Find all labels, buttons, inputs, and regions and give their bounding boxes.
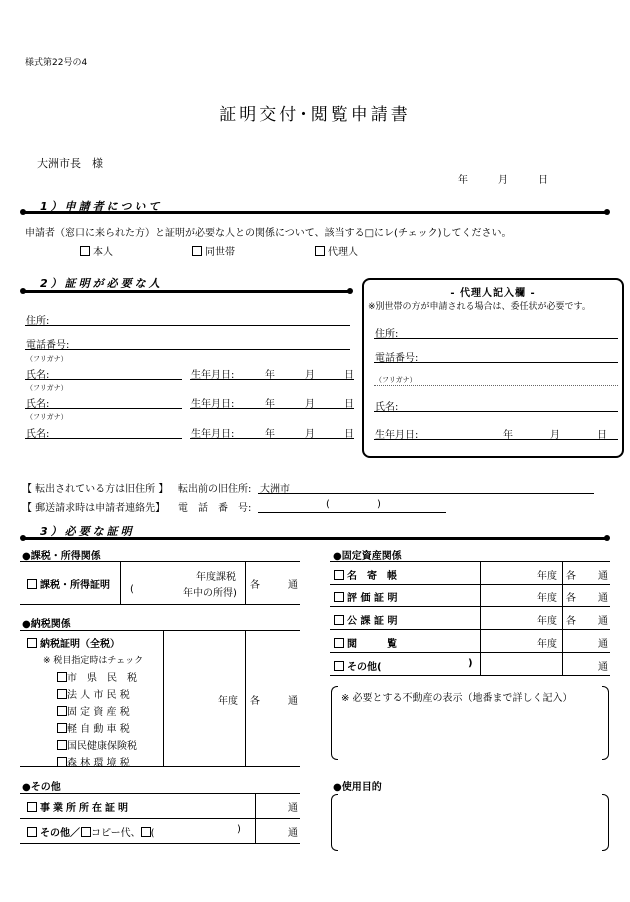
agent-address-field[interactable] [374, 338, 618, 339]
checkbox-icon[interactable] [334, 570, 344, 580]
section2-heading: 2）証明が必要な人 [40, 277, 163, 290]
checkbox-icon[interactable] [334, 661, 344, 671]
name-label: 氏名: [26, 370, 50, 381]
furigana-label: （フリガナ） [26, 413, 68, 421]
divider [20, 630, 300, 631]
year-label[interactable]: 年度 [537, 639, 557, 650]
addressee: 大洲市長 様 [37, 157, 103, 170]
bracket-right [602, 794, 609, 851]
name-field[interactable] [25, 379, 182, 380]
tax-paid-item[interactable]: 納税証明（全税） [27, 635, 120, 650]
purpose-input[interactable] [341, 797, 597, 847]
checkbox-icon[interactable] [192, 246, 202, 256]
tax-income-year[interactable]: 年度課税 [196, 572, 236, 583]
section3-bar [22, 537, 608, 540]
year-label[interactable]: 年度 [537, 571, 557, 582]
address-field[interactable] [25, 325, 350, 326]
checkbox-icon[interactable] [57, 740, 67, 750]
dob-day: 日 [344, 429, 354, 440]
agent-furigana-field[interactable] [374, 385, 618, 386]
property-input[interactable] [341, 704, 597, 756]
fixed-asset-row[interactable]: 名 寄 帳 [334, 567, 397, 582]
bullet-dot [604, 209, 610, 215]
tax-option[interactable]: 森 林 環 境 税 [57, 754, 130, 769]
property-note: ※ 必要とする不動産の表示（地番まで詳しく記入） [341, 693, 573, 704]
dob-label: 生年月日: [191, 370, 235, 381]
divider [562, 561, 563, 675]
fixed-asset-row[interactable]: 閲 覧 [334, 635, 397, 650]
tax-paid-year[interactable]: 年度 [218, 696, 238, 707]
dob-field[interactable] [190, 408, 354, 409]
divider [330, 652, 610, 653]
tax-option[interactable]: 国民健康保険税 [57, 737, 137, 752]
unit-label: 通 [598, 593, 608, 604]
address-label: 住所: [26, 316, 50, 327]
checkbox-icon[interactable] [57, 689, 67, 699]
bracket-right [602, 686, 609, 760]
date-year[interactable]: 年 [458, 175, 468, 186]
unit-label: 通 [598, 662, 608, 673]
date-month[interactable]: 月 [498, 175, 508, 186]
checkbox-icon[interactable] [57, 706, 67, 716]
unit-label: 通 [288, 696, 298, 707]
paren-close: ) [237, 824, 241, 835]
checkbox-icon[interactable] [334, 615, 344, 625]
checkbox-icon[interactable] [334, 638, 344, 648]
agent-dob-day: 日 [597, 430, 607, 441]
tax-option[interactable]: 法 人 市 民 税 [57, 686, 130, 701]
other-row2[interactable]: その他／ コピー代、 ( [27, 824, 155, 839]
divider [330, 584, 610, 585]
dob-label: 生年月日: [191, 399, 235, 410]
checkbox-icon[interactable] [27, 827, 37, 837]
unit-label: 通 [288, 803, 298, 814]
agent-furigana-label: （フリガナ） [375, 376, 417, 384]
fixed-asset-heading: ●固定資産関係 [333, 551, 402, 562]
section1-heading: 1）申請者について [40, 200, 163, 213]
checkbox-icon[interactable] [141, 827, 151, 837]
divider [20, 818, 300, 819]
paren-open: ( [130, 584, 134, 595]
section2-bar [22, 290, 350, 293]
contact-phone-label: 電 話 番 号: [178, 503, 252, 514]
year-label[interactable]: 年度 [537, 593, 557, 604]
furigana-label: （フリガナ） [26, 384, 68, 392]
checkbox-icon[interactable] [27, 638, 37, 648]
bracket-left [331, 686, 338, 760]
paren-close: ) [377, 499, 381, 510]
purpose-heading: ●使用目的 [333, 782, 382, 793]
dob-month: 月 [305, 370, 315, 381]
form-number: 様式第22号の4 [25, 58, 88, 68]
dob-month: 月 [305, 399, 315, 410]
agent-note: ※別世帯の方が申請される場合は、委任状が必要です。 [368, 302, 591, 312]
section3-heading: 3）必要な証明 [40, 525, 135, 538]
divider [20, 604, 300, 605]
dob-year: 年 [265, 429, 275, 440]
option-household[interactable]: 同世帯 [192, 243, 235, 258]
divider [120, 561, 121, 604]
divider [480, 561, 481, 675]
name-label: 氏名: [26, 399, 50, 410]
divider [20, 561, 300, 562]
tax-option[interactable]: 軽 自 動 車 税 [57, 720, 130, 735]
tax-income-item[interactable]: 課税・所得証明 [27, 576, 110, 591]
dob-label: 生年月日: [191, 429, 235, 440]
checkbox-icon[interactable] [81, 827, 91, 837]
bullet-dot [604, 535, 610, 541]
divider [20, 843, 300, 844]
agent-dob-month: 月 [550, 430, 560, 441]
option-agent[interactable]: 代理人 [315, 243, 358, 258]
unit-label: 通 [598, 616, 608, 627]
contact-bracket: 【 郵送請求時は申請者連絡先】 [22, 503, 166, 514]
name-label: 氏名: [26, 429, 50, 440]
divider [330, 675, 610, 676]
tax-paid-note: ※ 税目指定時はチェック [43, 656, 144, 666]
furigana-label: （フリガナ） [26, 355, 68, 363]
divider [20, 793, 300, 794]
option-self[interactable]: 本人 [80, 243, 113, 258]
checkbox-icon[interactable] [57, 672, 67, 682]
checkbox-icon[interactable] [315, 246, 325, 256]
bullet-dot [347, 288, 353, 294]
bracket-left [331, 794, 338, 851]
agent-dob-year: 年 [503, 430, 513, 441]
divider [20, 766, 300, 767]
section1-instruction: 申請者（窓口に来られた方）と証明が必要な人との関係について、該当する□にレ(チェック)してください。 [25, 228, 512, 239]
transfer-bracket: 【 転出されている方は旧住所 】 [22, 484, 169, 495]
checkbox-icon[interactable] [80, 246, 90, 256]
year-label[interactable]: 年度 [537, 616, 557, 627]
divider [245, 561, 246, 604]
paren-open: ( [326, 499, 330, 510]
dob-year: 年 [265, 370, 275, 381]
dob-field[interactable] [190, 379, 354, 380]
unit-label: 通 [288, 580, 298, 591]
agent-phone-label: 電話番号: [375, 353, 419, 364]
dob-day: 日 [344, 370, 354, 381]
tax-income-heading: ●課税・所得関係 [22, 551, 101, 562]
dob-day: 日 [344, 399, 354, 410]
unit-label: 通 [598, 571, 608, 582]
checkbox-icon[interactable] [334, 592, 344, 602]
agent-dob-label: 生年月日: [375, 430, 419, 441]
agent-name-field[interactable] [374, 411, 618, 412]
tax-income-income-year[interactable]: 年中の所得) [183, 588, 237, 599]
agent-address-label: 住所: [375, 329, 399, 340]
checkbox-icon[interactable] [27, 579, 37, 589]
tax-option[interactable]: 市 県 民 税 [57, 669, 137, 684]
former-address-value: 大洲市 [260, 484, 290, 495]
other-heading: ●その他 [22, 782, 61, 793]
divider [330, 606, 610, 607]
copies-label: 各 [250, 696, 260, 707]
unit-label: 通 [598, 639, 608, 650]
copies-label: 各 [566, 593, 576, 604]
agent-name-label: 氏名: [375, 402, 399, 413]
section1-bar [22, 211, 608, 214]
tax-paid-heading: ●納税関係 [22, 619, 71, 630]
agent-dob-field[interactable] [374, 439, 618, 440]
former-address-label: 転出前の旧住所: [178, 484, 252, 495]
name-field[interactable] [25, 438, 182, 439]
copies-label: 各 [566, 571, 576, 582]
date-day[interactable]: 日 [538, 175, 548, 186]
fixed-asset-row[interactable]: 評 価 証 明 [334, 589, 397, 604]
phone-field[interactable] [25, 349, 350, 350]
unit-label: 通 [288, 828, 298, 839]
phone-label: 電話番号: [26, 340, 70, 351]
paren-close: ) [468, 658, 473, 669]
fixed-asset-row[interactable]: その他( [334, 658, 382, 673]
dob-year: 年 [265, 399, 275, 410]
name-field[interactable] [25, 408, 182, 409]
tax-option[interactable]: 固 定 資 産 税 [57, 703, 130, 718]
dob-field[interactable] [190, 438, 354, 439]
checkbox-icon[interactable] [57, 723, 67, 733]
divider [163, 630, 164, 766]
agent-phone-field[interactable] [374, 362, 618, 363]
page-title: 証明交付･閲覧申請書 [219, 105, 411, 125]
divider [330, 629, 610, 630]
divider [245, 630, 246, 766]
other-row1[interactable]: 事業所所在証明 [27, 799, 131, 814]
fixed-asset-row[interactable]: 公 課 証 明 [334, 612, 397, 627]
copies-label: 各 [566, 616, 576, 627]
copies-label: 各 [250, 580, 260, 591]
dob-month: 月 [305, 429, 315, 440]
former-address-field[interactable] [258, 493, 594, 494]
divider [330, 561, 610, 562]
agent-title: - 代理人記入欄 - [450, 288, 536, 299]
contact-phone-field[interactable] [258, 512, 446, 513]
checkbox-icon[interactable] [27, 802, 37, 812]
